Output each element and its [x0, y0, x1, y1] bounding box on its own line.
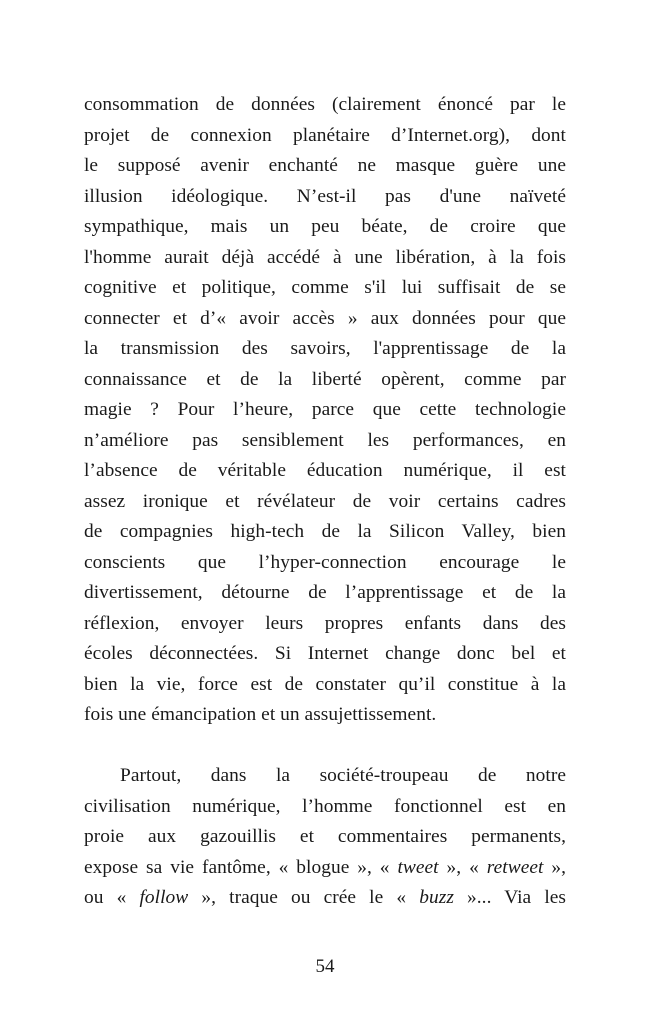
text-line: connaissance et de la liberté opèrent, comme par — [84, 368, 566, 390]
text-line: connecter et d’« avoir accès » aux données pour que — [84, 307, 566, 329]
text-line: l’absence de véritable éducation numérique, il est — [84, 460, 566, 481]
text-line: illusion idéologique. N’est-il pas d'une naïveté — [84, 185, 566, 207]
text-run: », « — [438, 856, 487, 878]
text-line: civilisation numérique, l’homme fonctionnel est en — [84, 795, 566, 817]
text-line: divertissement, détourne de l’apprentissage et de la — [84, 582, 566, 603]
text-line: assez ironique et révélateur de voir certains cadres — [84, 490, 566, 512]
text-line: la transmission des savoirs, l'apprentissage de la — [84, 338, 566, 359]
text-line: Partout, dans la société-troupeau de notre — [120, 765, 566, 786]
text-run: »... Via les — [453, 887, 567, 908]
text-line: sympathique, mais un peu béate, de croire que — [84, 216, 566, 237]
text-run: », — [543, 856, 566, 878]
text-line: l'homme aurait déjà accédé à une libération, à la fois — [84, 246, 566, 268]
text-run: expose sa vie fantôme, « blogue », « — [84, 856, 398, 878]
text-run: ou « — [84, 887, 140, 908]
text-line: projet de connexion planétaire d’Internet.org), dont — [84, 124, 566, 146]
text-run: », traque ou crée le « — [188, 887, 420, 908]
text-line: consommation de données (clairement énoncé par le — [84, 94, 566, 115]
text-line: de compagnies high-tech de la Silicon Valley, bien — [84, 521, 566, 542]
paragraph-2 — [84, 761, 566, 914]
text-line: le supposé avenir enchanté ne masque guère une — [84, 155, 566, 176]
text-line: bien la vie, force est de constater qu’il constitue à la — [84, 673, 566, 695]
text-line: magie ? Pour l’heure, parce que cette technologie — [84, 399, 566, 420]
text-line-mixed — [84, 883, 566, 914]
italic-term: buzz — [419, 887, 454, 908]
text-line: conscients que l’hyper-connection encourage le — [84, 551, 566, 573]
paragraph-1 — [84, 90, 566, 731]
text-line: réflexion, envoyer leurs propres enfants dans des — [84, 612, 566, 634]
text-line: écoles déconnectées. Si Internet change donc bel et — [84, 643, 566, 664]
text-line: fois une émancipation et un assujettissement. — [84, 704, 437, 725]
text-line: n’améliore pas sensiblement les performances, en — [84, 429, 566, 451]
italic-term: retweet — [486, 856, 544, 878]
italic-term: follow — [139, 887, 189, 908]
paragraph-spacer — [84, 731, 566, 762]
body-text — [84, 90, 566, 914]
text-line-mixed — [84, 853, 566, 884]
text-line: cognitive et politique, comme s'il lui suffisait de se — [84, 277, 566, 298]
page-number: 54 — [315, 956, 335, 977]
italic-term: tweet — [397, 856, 439, 878]
text-line: proie aux gazouillis et commentaires permanents, — [84, 826, 566, 847]
